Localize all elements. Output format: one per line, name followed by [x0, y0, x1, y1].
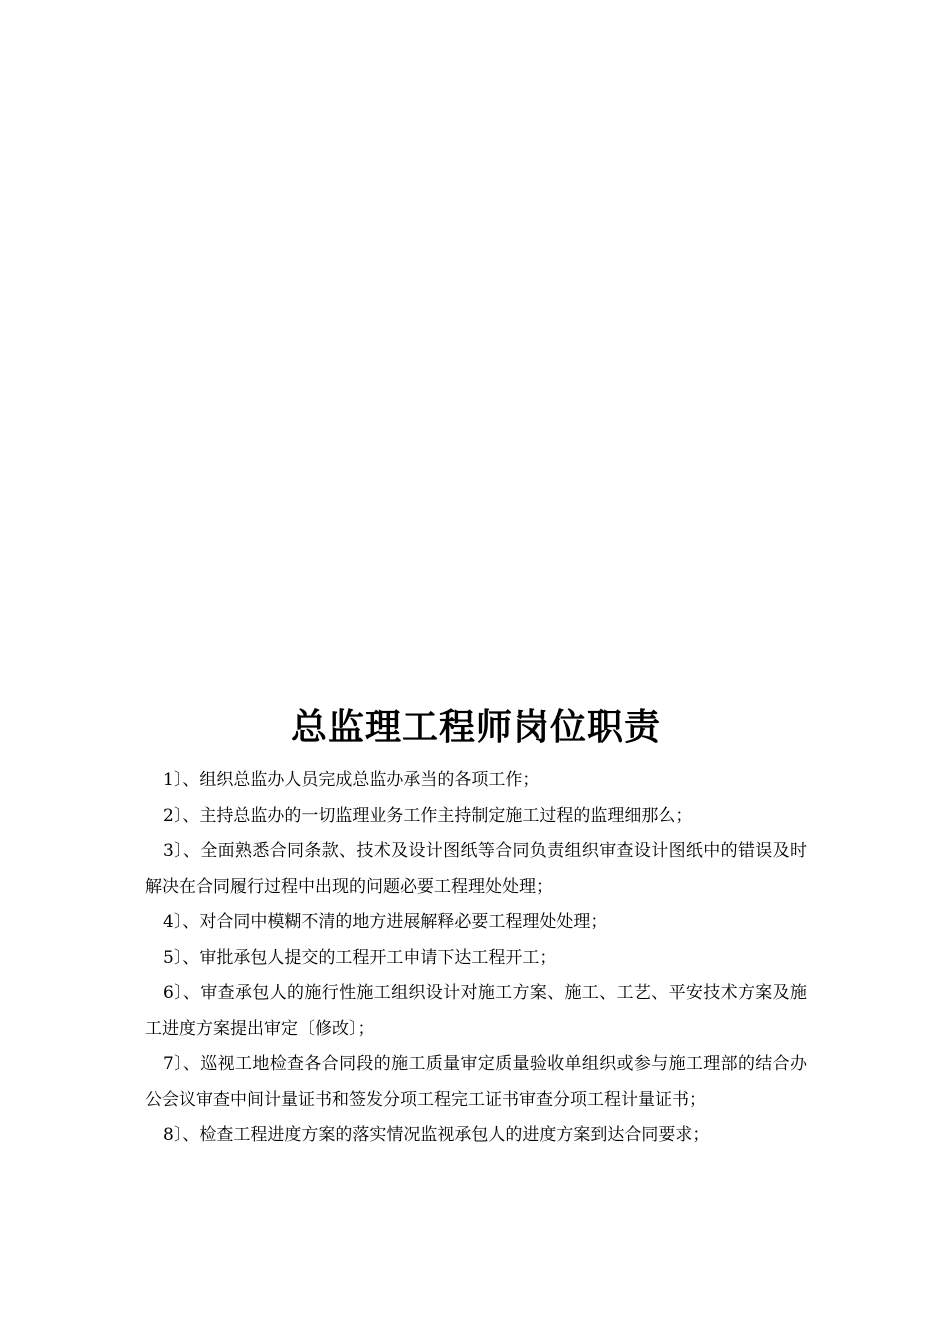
- duty-item-1: 1〕、组织总监办人员完成总监办承当的各项工作；: [163, 770, 540, 790]
- duty-item-2: 2〕、主持总监办的一切监理业务工作主持制定施工过程的监理细那么；: [163, 805, 693, 826]
- duty-item-4: 4〕、对合同中模糊不清的地方进展解释必要工程理处处理；: [163, 912, 608, 932]
- duty-list: [145, 763, 807, 1154]
- document-title: 总监理工程师岗位职责: [290, 707, 661, 748]
- duty-item-6: 6〕、审查承包人的施行性施工组织设计对施工方案、施工、工艺、平安技术方案及施工进度方案提出审定〔修改〕；: [145, 983, 807, 1039]
- duty-item-5: 5〕、审批承包人提交的工程开工申请下达工程开工；: [163, 947, 557, 968]
- duty-item-8: 8〕、检查工程进度方案的落实情况监视承包人的进度方案到达合同要求；: [163, 1125, 710, 1145]
- duty-item-3: 3〕、全面熟悉合同条款、技术及设计图纸等合同负责组织审查设计图纸中的错误及时解决在合同履行过程中出现的问题必要工程理处处理；: [145, 841, 807, 897]
- duty-item-7: 7〕、巡视工地检查各合同段的施工质量审定质量验收单组织或参与施工理部的结合办公会议审查中间计量证书和签发分项工程完工证书审查分项工程计量证书；: [145, 1054, 807, 1110]
